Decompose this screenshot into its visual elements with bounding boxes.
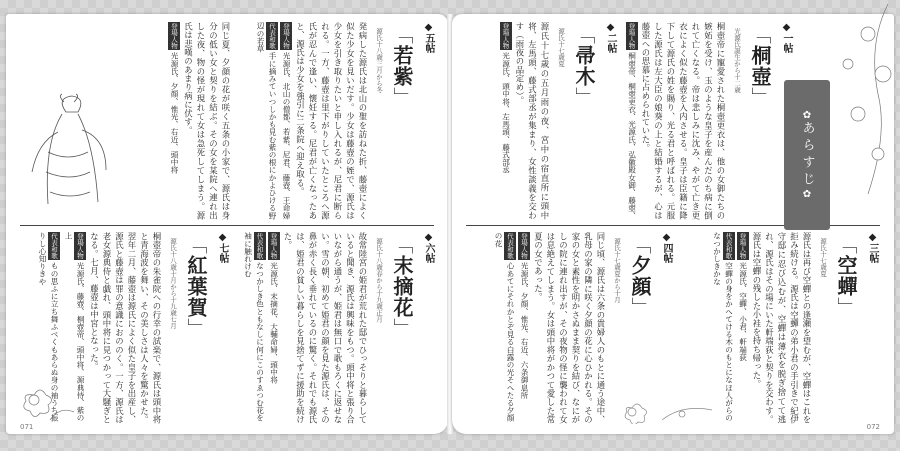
chapter-summary: 桐壺帝の朱雀院への行幸の試楽で、源氏は頭中将と青海波を舞い、その美しさは人々を驚かせた。翌年二月、藤壺は源氏によく似た皇子を出産し、源氏と藤壺は罪の意識におののく。一方、源氏は老女源典侍と戯れ、頭中将に見つかって大騒ぎとなる。七月、藤壺は中宮となった。 — [89, 232, 162, 424]
chapter-block-5 — [236, 22, 436, 220]
chapter-title: 「空蟬」 — [834, 234, 858, 318]
left-bottom-half — [6, 232, 448, 424]
characters-line: 登場人物光源氏、空蟬、小君、軒端荻 — [738, 233, 748, 361]
poem-line: 代表和歌なつかしき色ともなしに何にこのすゑつむ花を袖に触れけむ — [243, 232, 265, 422]
section-divider — [20, 225, 434, 226]
left-top-half — [6, 22, 448, 220]
characters-line: 登場人物光源氏、末摘花、大輔命婦、頭中将 — [269, 233, 279, 384]
chapter-number: ◆四帖 — [661, 232, 672, 263]
left-page — [6, 14, 448, 434]
page-number-left: 071 — [20, 423, 34, 431]
poem-line: 代表和歌心あてにそれかとぞ見る白露の光そへたる夕顔の花 — [494, 232, 515, 422]
chapter-summary: 故常陸宮の姫君が荒れた邸でひっそりと暮らしていると聞き、源氏は興味をもつ。頭中将と張り合いながら通うが、姫君は無口で歌もろくに返せない。雪の朝、初めて姫君の顔を見た源氏は、その鼻が赤く長く垂れているのに驚く。それでも源氏は、姫君の貧しい暮らしを見捨てずに援助を続けた。 — [283, 232, 368, 424]
flower-decoration-icon — [10, 364, 80, 424]
chapter-title: 「桐壺」 — [748, 24, 772, 108]
right-bottom-half — [452, 232, 894, 424]
poem-line: 代表和歌手に摘みていつしかも見む紫の根にかよひける野辺の若草 — [256, 22, 277, 220]
chapter-summary: 同じ夏、夕顔の花が咲く五条の小家で、源氏は身分の低い女と契りを結ぶ。その女を某院へ連れ出した夜、物の怪が現れて女は急死してしまう。源氏は悲嘆のあまり病に伏す。 — [183, 22, 231, 220]
cherry-blossom-icon — [828, 4, 898, 204]
chapter-summary: 桐壺帝に寵愛された桐壺更衣は、他の女御たちの嫉妬を受け、玉のような皇子を産んだのち病に倒れて亡くなる。帝は悲しみに沈み、やがて亡き更衣によく似た藤壺を入内させる。皇子は臣籍に降下して源氏の姓を賜り、光る君と呼ばれる。元服した源氏は左大臣の娘葵の上と結婚するが、心は藤壺への思慕に占められていた。 — [641, 22, 726, 220]
chapter-number: ◆一帖 — [781, 22, 792, 53]
chapter-summary: 源氏十七歳の五月雨の夜、宮中の宿直所に頭中将、左馬頭、藤式部丞が集まり、女性談義を交わす（雨夜の品定め）。 — [515, 22, 550, 220]
characters-line: 登場人物光源氏、藤壺、桐壺帝、頭中将、源典侍、紫の上 — [64, 232, 85, 422]
age-note: 源氏十八歳三月から冬 — [375, 28, 383, 93]
flower-decoration-icon — [602, 384, 722, 424]
chapter-summary: 発病した源氏は北山の聖を訪ねた折、藤壺によく似た少女を見いだす。少女は藤壺の姪で、源氏は少女を引き取りたいと申し入れるが、尼君に断られる。一方、藤壺は里下がりしていたところへ源氏が忍んで逢い、懐妊する。尼君が亡くなったあと、源氏は少女を強引に二条院へ迎え取る。 — [295, 22, 368, 220]
chapter-block-continuation — [112, 22, 232, 220]
section-tab — [784, 80, 830, 230]
characters-line: 登場人物光源氏、夕顔、惟光、右近、六条御息所 — [520, 233, 529, 399]
chapter-title: 「夕顔」 — [628, 234, 652, 318]
chapter-number: ◆七帖 — [217, 232, 228, 263]
section-tab-label: ✿ あらすじ — [799, 121, 815, 189]
book-spread — [6, 14, 894, 434]
chapter-title: 「帚木」 — [572, 24, 596, 108]
characters-line: 登場人物光源氏、頭中将、左馬頭、藤式部丞 — [501, 23, 511, 174]
chapter-title: 「若紫」 — [390, 24, 414, 108]
page-number-right: 072 — [866, 423, 880, 431]
poem-line: 代表和歌空蟬の身をかへてける木のもとになほ人がらのなつかしきかな — [712, 232, 734, 422]
chapter-block-6 — [236, 232, 436, 424]
characters-line: 登場人物光源氏、北山の僧都、若紫、尼君、藤壺、王命婦 — [282, 23, 291, 220]
age-note: 光源氏誕生から十二歳 — [733, 28, 741, 93]
chapter-number: ◆五帖 — [423, 22, 434, 53]
age-note: 源氏十七歳夏 — [819, 238, 827, 277]
chapter-summary: 同じ頃、源氏は六条の貴婦人のもとに通う途中、乳母の家の隣に咲く夕顔の花に心ひかれる。その家の女と素性を明かさぬまま契りを結び、なにがしの院に連れ出すが、その夜物の怪に襲われて女は息絶えてしまう。女は頭中将がかつて愛した常夏の女であった。 — [533, 232, 606, 424]
chapter-title: 「紅葉賀」 — [184, 234, 208, 339]
court-lady-illustration — [28, 92, 108, 212]
characters-line: 登場人物桐壺帝、桐壺更衣、光源氏、弘徽殿女御、藤壺、 — [627, 23, 637, 220]
chapter-summary: 源氏は再び空蟬との逢瀬を望むが、空蟬はこれを拒み続ける。源氏は空蟬の弟小君の手引きで紀伊守邸に忍び込むが、空蟬は薄衣を脱ぎ捨てて逃れ、源氏はその場にいた軒端荻と契りを交わす。源氏は空蟬の残した小袿を持ち帰った。 — [752, 232, 812, 424]
chapter-block-1 — [624, 22, 794, 220]
chapter-number: ◆二帖 — [605, 22, 616, 53]
age-note: 源氏十八歳春から十九歳正月 — [375, 238, 383, 323]
age-note: 源氏十八歳十月から十九歳七月 — [169, 238, 177, 329]
poem-line: 代表和歌もの思ふに立ち舞ふべくもあらぬ身の袖うち振りし心知りきや — [38, 232, 59, 422]
chapter-title: 「末摘花」 — [390, 234, 414, 339]
characters-line: 登場人物光源氏、夕顔、惟光、右近、頭中将 — [170, 23, 179, 174]
age-note: 源氏十七歳夏から十月 — [613, 238, 621, 303]
age-note: 源氏十七歳夏 — [557, 28, 565, 67]
chapter-number: ◆六帖 — [423, 232, 434, 263]
chapter-number: ◆三帖 — [867, 232, 878, 263]
chapter-block-2 — [468, 22, 618, 220]
